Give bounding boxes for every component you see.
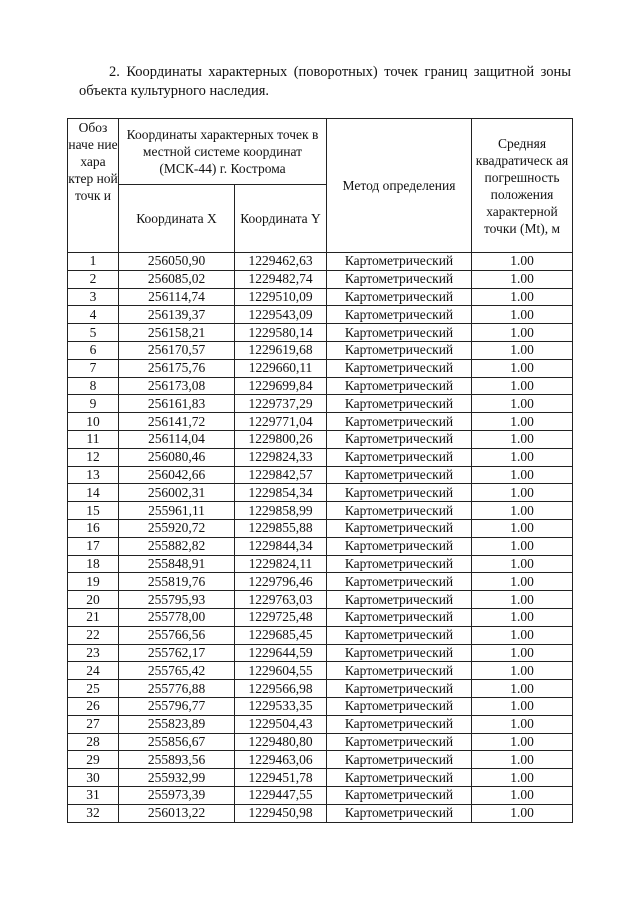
coordinate-x-cell: 255776,88 (119, 680, 235, 698)
coordinate-x-cell: 255932,99 (119, 769, 235, 787)
method-cell: Картометрический (327, 751, 472, 769)
error-cell: 1.00 (472, 395, 573, 413)
point-number-cell: 19 (68, 573, 119, 591)
error-cell: 1.00 (472, 751, 573, 769)
table-row (68, 359, 573, 377)
method-cell: Картометрический (327, 680, 472, 698)
coordinate-y-cell: 1229725,48 (235, 608, 327, 626)
coordinate-y-cell: 1229462,63 (235, 253, 327, 271)
table-row (68, 519, 573, 537)
header-y: Координата Y (235, 185, 327, 253)
coordinate-y-cell: 1229619,68 (235, 341, 327, 359)
error-cell: 1.00 (472, 591, 573, 609)
coordinate-y-cell: 1229543,09 (235, 306, 327, 324)
coordinate-y-cell: 1229451,78 (235, 769, 327, 787)
point-number-cell: 16 (68, 519, 119, 537)
table-row (68, 751, 573, 769)
table-row (68, 395, 573, 413)
method-cell: Картометрический (327, 288, 472, 306)
table-row (68, 377, 573, 395)
point-number-cell: 7 (68, 359, 119, 377)
coordinate-x-cell: 256170,57 (119, 341, 235, 359)
error-cell: 1.00 (472, 608, 573, 626)
coordinate-x-cell: 255795,93 (119, 591, 235, 609)
coordinate-x-cell: 255856,67 (119, 733, 235, 751)
table-row (68, 288, 573, 306)
coordinate-y-cell: 1229447,55 (235, 786, 327, 804)
coordinate-x-cell: 255893,56 (119, 751, 235, 769)
point-number-cell: 22 (68, 626, 119, 644)
error-cell: 1.00 (472, 324, 573, 342)
method-cell: Картометрический (327, 270, 472, 288)
point-number-cell: 15 (68, 502, 119, 520)
method-cell: Картометрический (327, 466, 472, 484)
point-number-cell: 11 (68, 430, 119, 448)
point-number-cell: 12 (68, 448, 119, 466)
error-cell: 1.00 (472, 644, 573, 662)
method-cell: Картометрический (327, 662, 472, 680)
point-number-cell: 1 (68, 253, 119, 271)
method-cell: Картометрический (327, 769, 472, 787)
coordinate-y-cell: 1229854,34 (235, 484, 327, 502)
coordinate-x-cell: 256173,08 (119, 377, 235, 395)
point-number-cell: 10 (68, 413, 119, 431)
error-cell: 1.00 (472, 413, 573, 431)
point-number-cell: 9 (68, 395, 119, 413)
coordinate-x-cell: 256080,46 (119, 448, 235, 466)
point-number-cell: 4 (68, 306, 119, 324)
point-number-cell: 6 (68, 341, 119, 359)
coordinate-x-cell: 256002,31 (119, 484, 235, 502)
method-cell: Картометрический (327, 537, 472, 555)
point-number-cell: 30 (68, 769, 119, 787)
error-cell: 1.00 (472, 466, 573, 484)
point-number-cell: 24 (68, 662, 119, 680)
coordinate-x-cell: 255778,00 (119, 608, 235, 626)
method-cell: Картометрический (327, 786, 472, 804)
error-cell: 1.00 (472, 555, 573, 573)
method-cell: Картометрический (327, 448, 472, 466)
coordinate-x-cell: 255920,72 (119, 519, 235, 537)
method-cell: Картометрический (327, 608, 472, 626)
error-cell: 1.00 (472, 786, 573, 804)
coordinate-x-cell: 255823,89 (119, 715, 235, 733)
point-number-cell: 28 (68, 733, 119, 751)
table-row (68, 537, 573, 555)
error-cell: 1.00 (472, 733, 573, 751)
coordinate-x-cell: 256050,90 (119, 253, 235, 271)
coordinate-y-cell: 1229450,98 (235, 804, 327, 822)
error-cell: 1.00 (472, 769, 573, 787)
table-row (68, 662, 573, 680)
coordinate-x-cell: 256161,83 (119, 395, 235, 413)
coordinate-y-cell: 1229771,04 (235, 413, 327, 431)
method-cell: Картометрический (327, 430, 472, 448)
table-row (68, 715, 573, 733)
coordinate-x-cell: 256114,74 (119, 288, 235, 306)
point-number-cell: 3 (68, 288, 119, 306)
coordinate-y-cell: 1229800,26 (235, 430, 327, 448)
coordinate-y-cell: 1229685,45 (235, 626, 327, 644)
header-error: Средняя квадратическ ая погрешность положения характерной точки (Mt), м (472, 119, 573, 253)
coordinate-y-cell: 1229796,46 (235, 573, 327, 591)
coordinate-y-cell: 1229855,88 (235, 519, 327, 537)
table-row (68, 626, 573, 644)
error-cell: 1.00 (472, 359, 573, 377)
method-cell: Картометрический (327, 306, 472, 324)
header-x: Координата X (119, 185, 235, 253)
table-row (68, 573, 573, 591)
method-cell: Картометрический (327, 395, 472, 413)
error-cell: 1.00 (472, 502, 573, 520)
point-number-cell: 8 (68, 377, 119, 395)
coordinate-x-cell: 255765,42 (119, 662, 235, 680)
coordinate-x-cell: 255848,91 (119, 555, 235, 573)
table-row (68, 253, 573, 271)
coordinate-x-cell: 255819,76 (119, 573, 235, 591)
error-cell: 1.00 (472, 519, 573, 537)
coordinate-x-cell: 256085,02 (119, 270, 235, 288)
table-row (68, 270, 573, 288)
point-number-cell: 31 (68, 786, 119, 804)
coordinate-x-cell: 256139,37 (119, 306, 235, 324)
error-cell: 1.00 (472, 288, 573, 306)
table-row (68, 555, 573, 573)
table-row (68, 591, 573, 609)
method-cell: Картометрический (327, 324, 472, 342)
method-cell: Картометрический (327, 591, 472, 609)
table-row (68, 769, 573, 787)
section-heading: 2. Координаты характерных (поворотных) точек границ защитной зоны объекта культурного наследия. (79, 64, 571, 99)
coordinate-y-cell: 1229644,59 (235, 644, 327, 662)
error-cell: 1.00 (472, 430, 573, 448)
coordinate-y-cell: 1229510,09 (235, 288, 327, 306)
coordinate-x-cell: 256175,76 (119, 359, 235, 377)
coordinate-x-cell: 256042,66 (119, 466, 235, 484)
coordinate-y-cell: 1229699,84 (235, 377, 327, 395)
method-cell: Картометрический (327, 413, 472, 431)
table-row (68, 484, 573, 502)
coordinate-y-cell: 1229737,29 (235, 395, 327, 413)
table-row (68, 324, 573, 342)
table-row (68, 680, 573, 698)
coordinate-y-cell: 1229824,11 (235, 555, 327, 573)
point-number-cell: 14 (68, 484, 119, 502)
coordinate-y-cell: 1229660,11 (235, 359, 327, 377)
point-number-cell: 32 (68, 804, 119, 822)
point-number-cell: 21 (68, 608, 119, 626)
method-cell: Картометрический (327, 697, 472, 715)
error-cell: 1.00 (472, 662, 573, 680)
method-cell: Картометрический (327, 715, 472, 733)
error-cell: 1.00 (472, 626, 573, 644)
coordinate-x-cell: 256013,22 (119, 804, 235, 822)
error-cell: 1.00 (472, 341, 573, 359)
point-number-cell: 26 (68, 697, 119, 715)
error-cell: 1.00 (472, 377, 573, 395)
coordinate-x-cell: 255882,82 (119, 537, 235, 555)
point-number-cell: 2 (68, 270, 119, 288)
table-row (68, 306, 573, 324)
coordinate-y-cell: 1229763,03 (235, 591, 327, 609)
coordinate-x-cell: 256141,72 (119, 413, 235, 431)
point-number-cell: 23 (68, 644, 119, 662)
error-cell: 1.00 (472, 306, 573, 324)
coordinate-y-cell: 1229480,80 (235, 733, 327, 751)
coordinate-x-cell: 255973,39 (119, 786, 235, 804)
table-row (68, 644, 573, 662)
method-cell: Картометрический (327, 377, 472, 395)
coordinate-y-cell: 1229482,74 (235, 270, 327, 288)
point-number-cell: 17 (68, 537, 119, 555)
method-cell: Картометрический (327, 502, 472, 520)
point-number-cell: 27 (68, 715, 119, 733)
table-row (68, 413, 573, 431)
coordinate-x-cell: 255762,17 (119, 644, 235, 662)
table-row (68, 430, 573, 448)
table-row (68, 733, 573, 751)
error-cell: 1.00 (472, 573, 573, 591)
table-row (68, 786, 573, 804)
point-number-cell: 5 (68, 324, 119, 342)
method-cell: Картометрический (327, 644, 472, 662)
error-cell: 1.00 (472, 448, 573, 466)
error-cell: 1.00 (472, 697, 573, 715)
error-cell: 1.00 (472, 537, 573, 555)
header-method: Метод определения (327, 119, 472, 253)
coordinate-y-cell: 1229858,99 (235, 502, 327, 520)
coordinate-y-cell: 1229566,98 (235, 680, 327, 698)
error-cell: 1.00 (472, 253, 573, 271)
coordinate-y-cell: 1229580,14 (235, 324, 327, 342)
error-cell: 1.00 (472, 270, 573, 288)
error-cell: 1.00 (472, 680, 573, 698)
coordinates-table (67, 118, 573, 823)
point-number-cell: 25 (68, 680, 119, 698)
coordinate-y-cell: 1229463,06 (235, 751, 327, 769)
method-cell: Картометрический (327, 341, 472, 359)
method-cell: Картометрический (327, 555, 472, 573)
coordinate-y-cell: 1229842,57 (235, 466, 327, 484)
method-cell: Картометрический (327, 359, 472, 377)
table-row (68, 502, 573, 520)
table-row (68, 466, 573, 484)
method-cell: Картометрический (327, 484, 472, 502)
point-number-cell: 20 (68, 591, 119, 609)
table-row (68, 804, 573, 822)
coordinate-y-cell: 1229604,55 (235, 662, 327, 680)
coordinate-x-cell: 255766,56 (119, 626, 235, 644)
method-cell: Картометрический (327, 626, 472, 644)
coordinate-y-cell: 1229533,35 (235, 697, 327, 715)
coordinate-x-cell: 255796,77 (119, 697, 235, 715)
table-row (68, 341, 573, 359)
method-cell: Картометрический (327, 804, 472, 822)
error-cell: 1.00 (472, 804, 573, 822)
method-cell: Картометрический (327, 733, 472, 751)
table-row (68, 697, 573, 715)
method-cell: Картометрический (327, 253, 472, 271)
point-number-cell: 18 (68, 555, 119, 573)
table-row (68, 608, 573, 626)
error-cell: 1.00 (472, 484, 573, 502)
method-cell: Картометрический (327, 573, 472, 591)
coordinate-y-cell: 1229504,43 (235, 715, 327, 733)
coordinate-y-cell: 1229844,34 (235, 537, 327, 555)
coordinate-x-cell: 255961,11 (119, 502, 235, 520)
header-coordinates-group: Координаты характерных точек в местной системе координат (МСК-44) г. Кострома (119, 119, 327, 185)
point-number-cell: 29 (68, 751, 119, 769)
coordinate-y-cell: 1229824,33 (235, 448, 327, 466)
error-cell: 1.00 (472, 715, 573, 733)
coordinate-x-cell: 256114,04 (119, 430, 235, 448)
header-point-number: Обоз наче ние хара ктер ной точк и (68, 119, 119, 253)
point-number-cell: 13 (68, 466, 119, 484)
table-row (68, 448, 573, 466)
method-cell: Картометрический (327, 519, 472, 537)
coordinate-x-cell: 256158,21 (119, 324, 235, 342)
